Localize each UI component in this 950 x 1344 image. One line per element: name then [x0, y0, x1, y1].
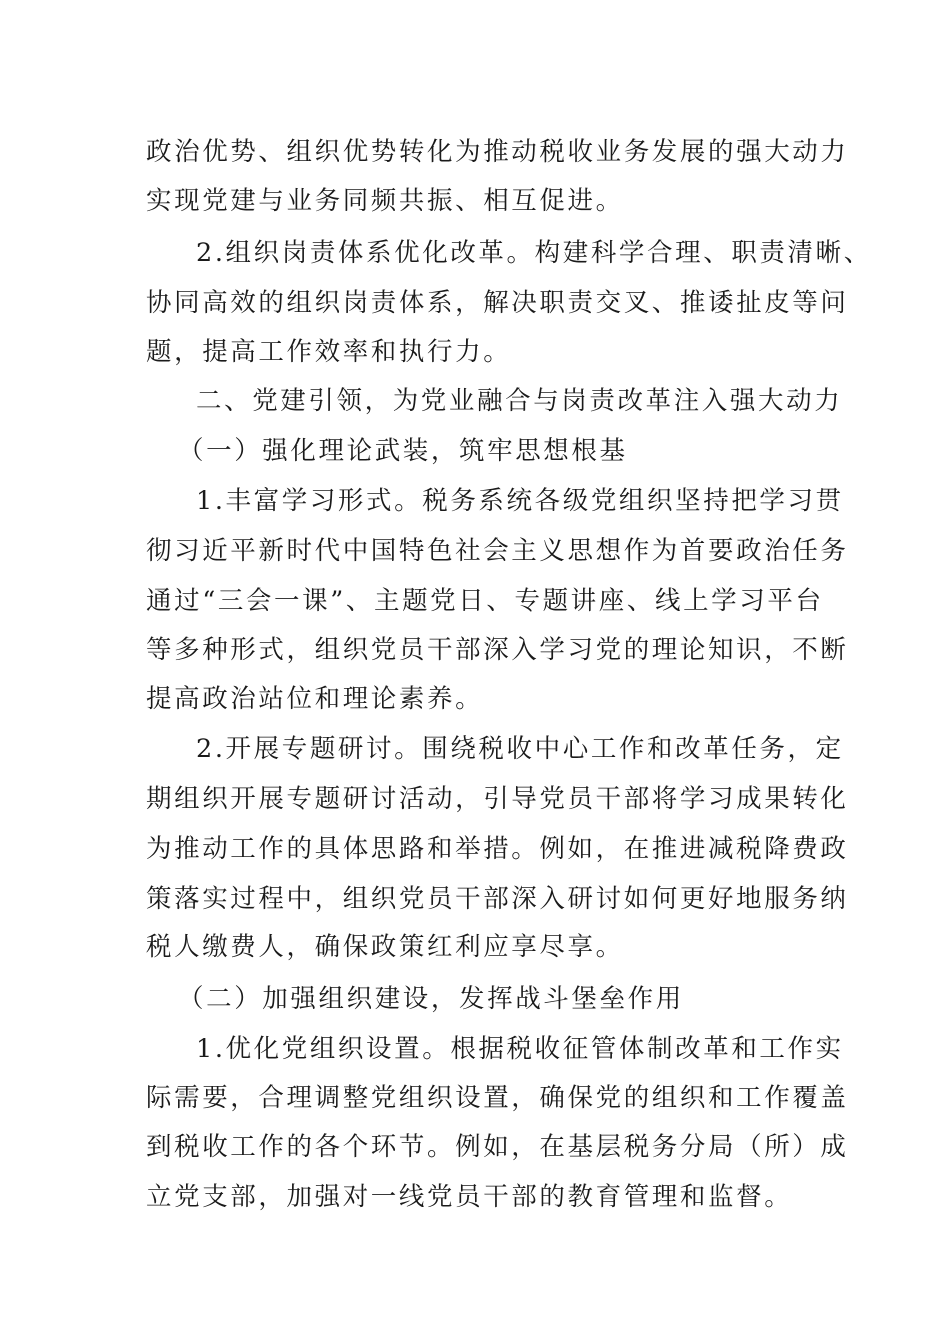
body-text-line: 政治优势、组织优势转化为推动税收业务发展的强大动力: [146, 137, 849, 167]
subsection-heading: （二）加强组织建设，发挥战斗堡垒作用: [178, 984, 684, 1014]
body-text-line: 税人缴费人，确保政策红利应享尽享。: [146, 932, 624, 962]
body-text-line: 立党支部，加强对一线党员干部的教育管理和监督。: [146, 1182, 793, 1212]
section-heading: 二、党建引领，为党业融合与岗责改革注入强大动力: [196, 386, 843, 416]
body-text-line: 际需要，合理调整党组织设置，确保党的组织和工作覆盖: [146, 1083, 849, 1113]
body-text-line: 期组织开展专题研讨活动，引导党员干部将学习成果转化: [146, 784, 849, 814]
body-text-line: 提高政治站位和理论素养。: [146, 684, 484, 714]
body-text-line: 协同高效的组织岗责体系，解决职责交叉、推诿扯皮等问: [146, 288, 849, 318]
paragraph-start-line: 2.开展专题研讨。围绕税收中心工作和改革任务，定: [196, 734, 844, 764]
paragraph-start-line: 1.丰富学习形式。税务系统各级党组织坚持把学习贯: [196, 486, 844, 516]
body-text-line: 实现党建与业务同频共振、相互促进。: [146, 186, 624, 216]
body-text-line: 到税收工作的各个环节。例如，在基层税务分局（所）成: [146, 1132, 849, 1162]
body-text-line: 通过“三会一课”、主题党日、专题讲座、线上学习平台: [146, 586, 824, 616]
body-text-line: 为推动工作的具体思路和举措。例如，在推进减税降费政: [146, 834, 849, 864]
paragraph-start-line: 1.优化党组织设置。根据税收征管体制改革和工作实: [196, 1034, 844, 1064]
paragraph-start-line: 2.组织岗责体系优化改革。构建科学合理、职责清晰、: [196, 238, 872, 268]
body-text-line: 等多种形式，组织党员干部深入学习党的理论知识，不断: [146, 635, 849, 665]
body-text-line: 题，提高工作效率和执行力。: [146, 337, 512, 367]
body-text-line: 策落实过程中，组织党员干部深入研讨如何更好地服务纳: [146, 884, 849, 914]
body-text-line: 彻习近平新时代中国特色社会主义思想作为首要政治任务: [146, 536, 849, 566]
subsection-heading: （一）强化理论武装，筑牢思想根基: [178, 436, 628, 466]
